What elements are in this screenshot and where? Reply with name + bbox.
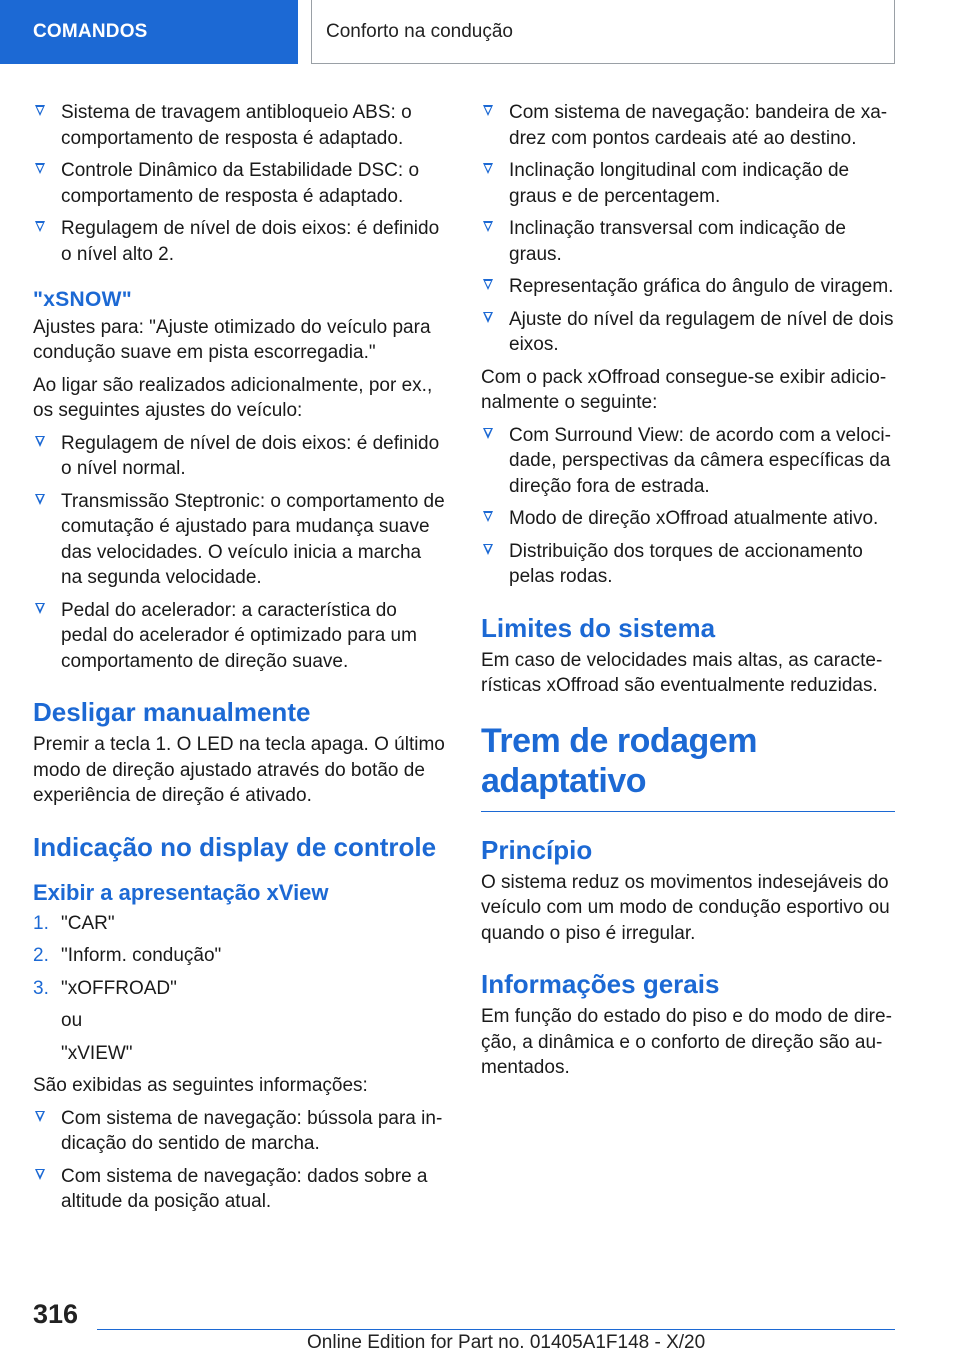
triangle-bullet-icon	[35, 1169, 45, 1180]
triangle-bullet-icon	[483, 221, 493, 232]
step-item: 2. "Inform. condução"	[33, 943, 445, 969]
display-heading: Indicação no display de controle	[33, 831, 437, 862]
page-header-title: Conforto na condução	[326, 20, 513, 42]
list-item: Sistema de travagem antibloqueio ABS: o comportamento de resposta é adaptado.	[33, 100, 445, 151]
manual-off-heading: Desligar manualmente	[33, 697, 311, 727]
left-column	[33, 100, 445, 1222]
triangle-bullet-icon	[35, 436, 45, 447]
step-or: ou	[61, 1010, 83, 1031]
list-item: Regulagem de nível de dois eixos: é definido o nível alto 2.	[33, 216, 445, 267]
xsnow-paragraph: Ajustes para: "Ajuste otimizado do veículo para condução suave em pista escorregadia."	[33, 316, 431, 363]
manual-off-paragraph: Premir a tecla 1. O LED na tecla apaga. O último modo de direção ajustado através do botão de experiência de direção é ativado.	[33, 734, 445, 806]
step-number: 3.	[33, 977, 49, 999]
list-item: Ajuste do nível da regulagem de nível de dois eixos.	[481, 307, 895, 358]
info-bullet-list-continued	[481, 100, 895, 358]
triangle-bullet-icon	[35, 163, 45, 174]
intro-bullet-list	[33, 100, 445, 267]
step-number: 2.	[33, 945, 49, 966]
step-item: 3. "xOFFROAD"	[33, 976, 445, 1002]
list-item: Transmissão Steptronic: o comportamento de comutação é ajustado para mudança suave das velocidades. O veículo inicia a marcha na segunda velocidade.	[33, 489, 445, 591]
triangle-bullet-icon	[35, 221, 45, 232]
step-alternative: "xVIEW"	[61, 1042, 133, 1064]
list-item: Distribuição dos torques de accionamento pelas rodas.	[481, 539, 895, 590]
list-item: Inclinação transversal com indicação de graus.	[481, 216, 895, 267]
right-column	[481, 100, 895, 1088]
step-number: 1.	[33, 912, 49, 934]
page-number: 316	[33, 1299, 79, 1329]
xview-subheading: Exibir a apresentação xView	[33, 879, 329, 905]
triangle-bullet-icon	[483, 544, 493, 555]
info-intro: São exibidas as seguintes informações:	[33, 1075, 368, 1096]
limits-paragraph: Em caso de velocidades mais altas, as características xOffroad são eventualmente reduzidas.	[481, 649, 883, 696]
list-item: Com Surround View: de acordo com a velocidade, perspectivas da câmera específicas da direção fora de estrada.	[481, 423, 895, 500]
triangle-bullet-icon	[483, 279, 493, 290]
xsnow-bullet-list	[33, 431, 445, 675]
triangle-bullet-icon	[35, 1111, 45, 1122]
list-item: Modo de direção xOffroad atualmente ativo.	[481, 506, 895, 532]
triangle-bullet-icon	[483, 163, 493, 174]
general-info-paragraph: Em função do estado do piso e do modo de direção, a dinâmica e o conforto de direção são aumentados.	[481, 1006, 892, 1078]
list-item: Regulagem de nível de dois eixos: é definido o nível normal.	[33, 431, 445, 482]
list-item: Pedal do acelerador: a característica do pedal do acelerador é optimizado para um comportamento de direção suave.	[33, 598, 445, 675]
list-item: Controle Dinâmico da Estabilidade DSC: o comportamento de resposta é adaptado.	[33, 158, 445, 209]
chapter-title: Trem de rodagem adaptativo	[481, 721, 895, 812]
step-item: 1. "CAR"	[33, 911, 445, 937]
xsnow-heading: "xSNOW"	[33, 288, 133, 311]
footer-edition: Online Edition for Part no. 01405A1F148 - X/20	[307, 1332, 706, 1353]
section-tab	[0, 0, 298, 64]
pack-bullet-list	[481, 423, 895, 590]
list-item: Com sistema de navegação: bússola para indicação do sentido de marcha.	[33, 1106, 445, 1157]
triangle-bullet-icon	[483, 428, 493, 439]
general-info-heading: Informações gerais	[481, 969, 720, 999]
triangle-bullet-icon	[483, 511, 493, 522]
triangle-bullet-icon	[35, 105, 45, 116]
info-bullet-list	[33, 1106, 445, 1215]
page-header	[311, 0, 895, 64]
list-item: Representação gráfica do ângulo de viragem.	[481, 274, 895, 300]
pack-paragraph: Com o pack xOffroad consegue-se exibir adicionalmente o seguinte:	[481, 366, 887, 413]
xsnow-paragraph-2: Ao ligar são realizados adicionalmente, por ex., os seguintes ajustes do veículo:	[33, 374, 433, 421]
list-item: Inclinação longitudinal com indicação de graus e de percentagem.	[481, 158, 895, 209]
list-item: Com sistema de navegação: bandeira de xadrez com pontos cardeais até ao destino.	[481, 100, 895, 151]
list-item: Com sistema de navegação: dados sobre a altitude da posição atual.	[33, 1164, 445, 1215]
triangle-bullet-icon	[35, 603, 45, 614]
triangle-bullet-icon	[483, 105, 493, 116]
triangle-bullet-icon	[35, 494, 45, 505]
footer-divider	[97, 1329, 895, 1330]
step-list	[33, 911, 445, 1002]
triangle-bullet-icon	[483, 312, 493, 323]
principle-heading: Princípio	[481, 834, 593, 865]
principle-paragraph: O sistema reduz os movimentos indesejáveis do veículo com um modo de condução esportivo ou quando o piso é irregular.	[481, 871, 890, 944]
section-label: COMANDOS	[33, 21, 148, 42]
limits-heading: Limites do sistema	[481, 612, 716, 643]
